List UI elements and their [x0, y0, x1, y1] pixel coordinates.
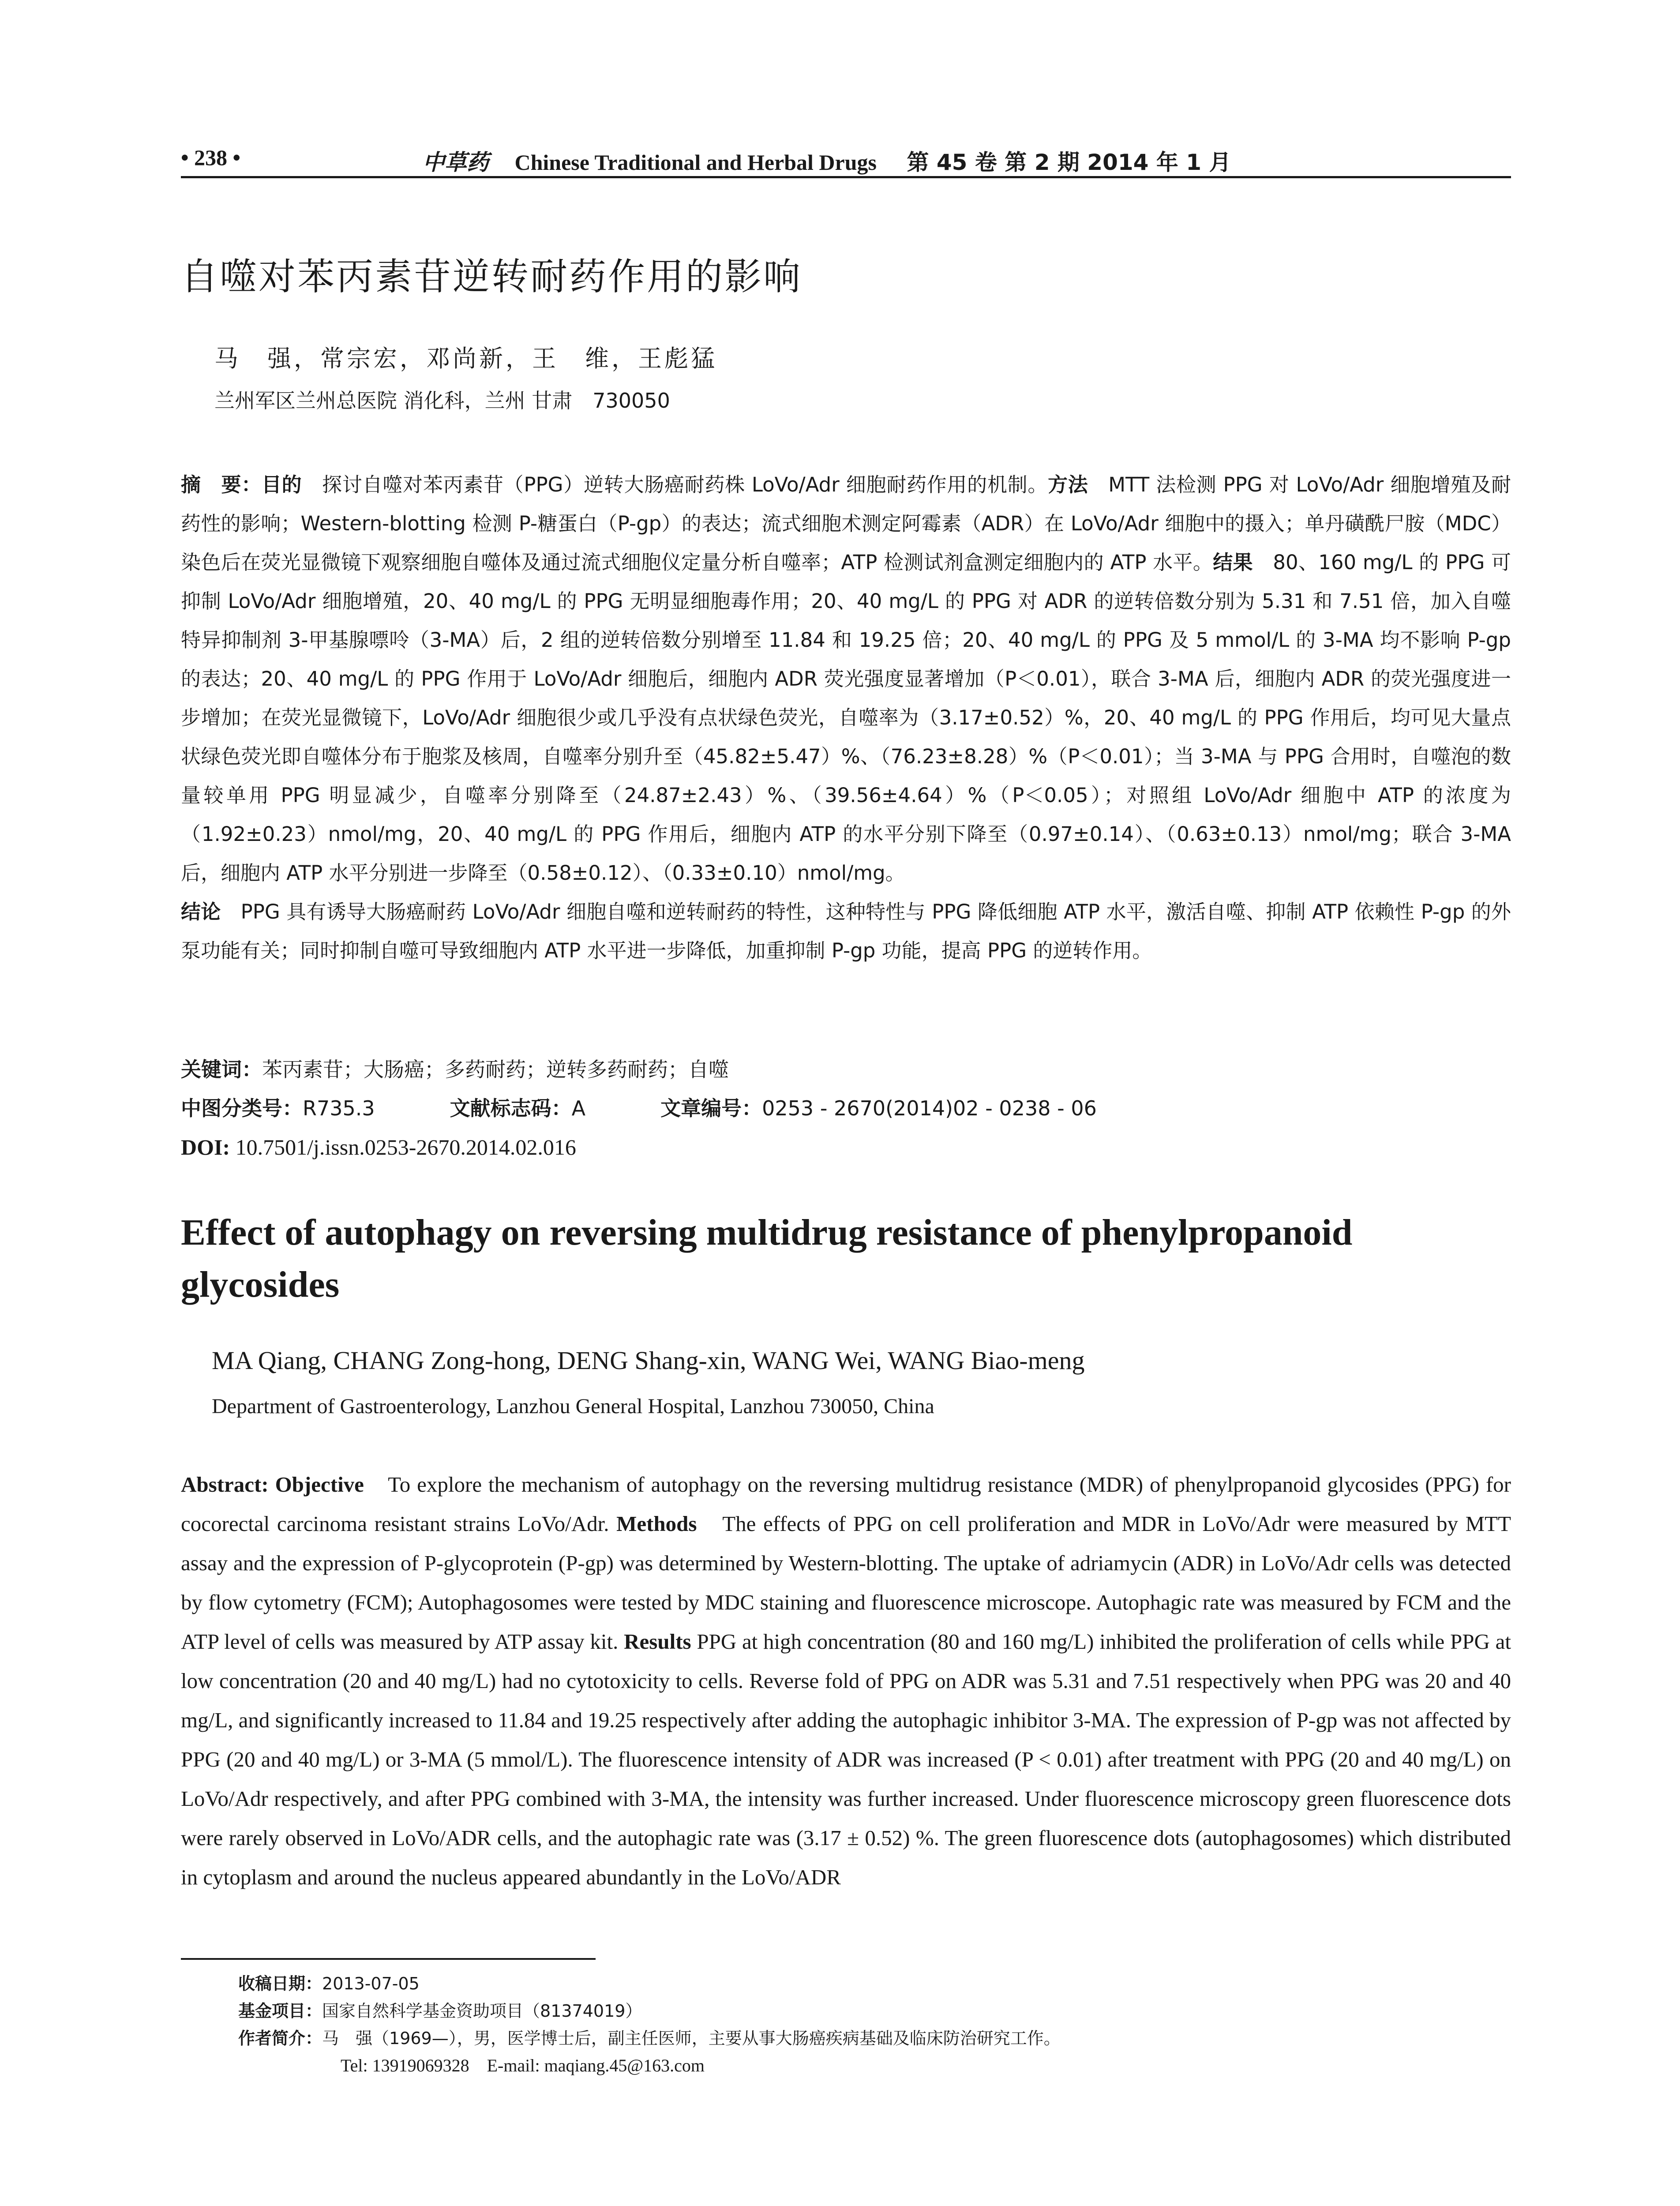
clc-value: R735.3 [303, 1096, 375, 1120]
abstract-objective-label-en: Abstract: Objective [181, 1472, 364, 1497]
article-title-cn: 自噬对苯丙素苷逆转耐药作用的影响 [181, 255, 802, 298]
contact-row: Tel: 13919069328 E-mail: maqiang.45@163.com [341, 2056, 705, 2075]
results-label-en: Results [624, 1629, 691, 1654]
abstract-label-cn: 摘 要： [181, 473, 262, 496]
journal-issue: 第 45 卷 第 2 期 2014 年 1 月 [907, 150, 1231, 175]
article-metadata-cn [181, 1050, 1511, 1167]
authors-en: MA Qiang, CHANG Zong-hong, DENG Shang-xin, WANG Wei, WANG Biao-meng [212, 1346, 1085, 1375]
doi-label: DOI: [181, 1135, 230, 1159]
objective-text-cn: 探讨自噬对苯丙素苷（PPG）逆转大肠癌耐药株 LoVo/Adr 细胞耐药作用的机制。 [302, 473, 1048, 496]
running-header [181, 140, 1511, 178]
fund-text: 国家自然科学基金资助项目（81374019） [322, 2001, 642, 2021]
journal-banner [423, 145, 1231, 176]
bio-label: 作者简介： [238, 2029, 322, 2048]
abstract-cn [181, 465, 1511, 970]
doi-row [181, 1128, 1511, 1167]
journal-name-en: Chinese Traditional and Herbal Drugs [514, 150, 877, 175]
classification-row [181, 1089, 1511, 1128]
article-no-label: 文章编号： [660, 1096, 762, 1120]
fund-label: 基金项目： [238, 2001, 322, 2021]
doc-code-value: A [571, 1096, 586, 1120]
abstract-en [181, 1465, 1511, 1897]
results-text-cn: 80、160 mg/L 的 PPG 可抑制 LoVo/Adr 细胞增殖，20、40 mg/L 的 PPG 无明显细胞毒作用；20、40 mg/L 的 PPG 对 ADR 的逆转倍数分别为 5.31 和 7.51 倍，加入自噬特异抑制剂 3-甲基腺嘌呤（3-MA）后，2 组的逆转倍数分别增至 11.84 和 19.25 倍；20、40 mg/L 的 PPG 及 5 mmol/L 的 3-MA 均不影响 P-gp 的表达；20、40 mg/L 的 PPG 作用于 LoVo/Adr 细胞后，细胞内 ADR 荧光强度显著增加（P＜0.01），联合 3-MA 后，细胞内 ADR 的荧光强度进一步增加；在荧光显微镜下，LoVo/Adr 细胞很少或几乎没有点状绿色荧光，自噬率为（3.17±0.52）%，20、40 mg/L 的 PPG 作用后，均可见大量点状绿色荧光即自噬体分布于胞浆及核周，自噬率分别升至（45.82±5.47）%、（76.23±8.28）%（P＜0.01）；当 3-MA 与 PPG 合用时，自噬泡的数量较单用 PPG 明显减少，自噬率分别降至（24.87±2.43）%、（39.56±4.64）%（P＜0.05）；对照组 LoVo/Adr 细胞中 ATP 的浓度为（1.92±0.23）nmol/mg，20、40 mg/L 的 PPG 作用后，细胞内 ATP 的水平分别下降至（0.97±0.14）、（0.63±0.13）nmol/mg；联合 3-MA 后，细胞内 ATP 水平分别进一步降至（0.58±0.12）、（0.33±0.10）nmol/mg。 [181, 551, 1511, 885]
methods-label-cn: 方法 [1048, 473, 1088, 496]
footnote-rule [181, 1958, 596, 1960]
received-date-row [238, 1970, 1509, 1997]
received-label: 收稿日期： [238, 1974, 322, 1993]
header-rule [181, 176, 1511, 178]
page-number: • 238 • [181, 145, 241, 170]
footnotes [238, 1970, 1509, 2079]
doc-code-label: 文献标志码： [450, 1096, 572, 1120]
affiliation-en: Department of Gastroenterology, Lanzhou General Hospital, Lanzhou 730050, China [212, 1395, 934, 1418]
methods-text-en: The effects of PPG on cell proliferation and MDR in LoVo/Adr were measured by MTT assay and the expression of P-glycoprotein (P-gp) was determined by Western-blotting. The uptake of adriamycin (ADR) in LoVo/Adr cells was detected by flow cytometry (FCM); Autophagosomes were tested by MDC staining and fluorescence microscope. Autophagic rate was measured by FCM and the ATP level of cells was measured by ATP assay kit. [181, 1512, 1511, 1654]
keywords-label: 关键词： [181, 1058, 262, 1081]
affiliation-cn: 兰州军区兰州总医院 消化科，兰州 甘肃 730050 [214, 389, 670, 413]
bio-text: 马 强（1969—），男，医学博士后，副主任医师，主要从事大肠癌疾病基础及临床防治研究工作。 [322, 2029, 1061, 2048]
objective-text-en: To explore the mechanism of autophagy on the reversing multidrug resistance (MDR) of phenylpropanoid glycosides (PPG) for cocorectal carcinoma resistant strains LoVo/Adr. [181, 1472, 1511, 1536]
doi-value[interactable]: 10.7501/j.issn.0253-2670.2014.02.016 [235, 1135, 576, 1159]
objective-label-cn: 目的 [261, 473, 302, 496]
methods-text-cn: MTT 法检测 PPG 对 LoVo/Adr 细胞增殖及耐药性的影响；Western-blotting 检测 P-糖蛋白（P-gp）的表达；流式细胞术测定阿霉素（ADR）在 LoVo/Adr 细胞中的摄入；单丹磺酰尸胺（MDC）染色后在荧光显微镜下观察细胞自噬体及通过流式细胞仪定量分析自噬率；ATP 检测试剂盒测定细胞内的 ATP 水平。 [181, 473, 1511, 574]
results-text-en: PPG at high concentration (80 and 160 mg/L) inhibited the proliferation of cells while PPG at low concentration (20 and 40 mg/L) had no cytotoxicity to cells. Reverse fold of PPG on ADR was 5.31 and 7.51 respectively when PPG was 20 and 40 mg/L, and significantly increased to 11.84 and 19.25 respectively after adding the autophagic inhibitor 3-MA. The expression of P-gp was not affected by PPG (20 and 40 mg/L) or 3-MA (5 mmol/L). The fluorescence intensity of ADR was increased (P < 0.01) after treatment with PPG (20 and 40 mg/L) on LoVo/Adr respectively, and after PPG combined with 3-MA, the intensity was further increased. Under fluorescence microscopy green fluorescence dots were rarely observed in LoVo/ADR cells, and the autophagic rate was (3.17 ± 0.52) %. The green fluorescence dots (autophagosomes) which distributed in cytoplasm and around the nucleus appeared abundantly in the LoVo/ADR [181, 1629, 1511, 1889]
methods-label-en: Methods [616, 1512, 697, 1536]
fund-row [238, 1997, 1509, 2025]
article-no-value: 0253 - 2670(2014)02 - 0238 - 06 [762, 1096, 1097, 1120]
authors-cn: 马 强，常宗宏，邓尚新，王 维，王彪猛 [214, 345, 717, 372]
author-bio-row [238, 2025, 1509, 2052]
results-label-cn: 结果 [1213, 551, 1253, 574]
conclusion-label-cn: 结论 [181, 900, 221, 923]
keywords-text: 苯丙素苷；大肠癌；多药耐药；逆转多药耐药；自噬 [262, 1058, 729, 1081]
conclusion-text-cn: PPG 具有诱导大肠癌耐药 LoVo/Adr 细胞自噬和逆转耐药的特性，这种特性与 PPG 降低细胞 ATP 水平，激活自噬、抑制 ATP 依赖性 P-gp 的外泵功能有关；同时抑制自噬可导致细胞内 ATP 水平进一步降低，加重抑制 P-gp 功能，提高 PPG 的逆转作用。 [181, 900, 1511, 962]
keywords-row [181, 1050, 1511, 1089]
received-date: 2013-07-05 [322, 1974, 420, 1993]
clc-label: 中图分类号： [181, 1096, 303, 1120]
journal-logo-cn: 中草药 [423, 149, 489, 175]
article-title-en: Effect of autophagy on reversing multidrug resistance of phenylpropanoid glycosides [181, 1212, 1353, 1305]
